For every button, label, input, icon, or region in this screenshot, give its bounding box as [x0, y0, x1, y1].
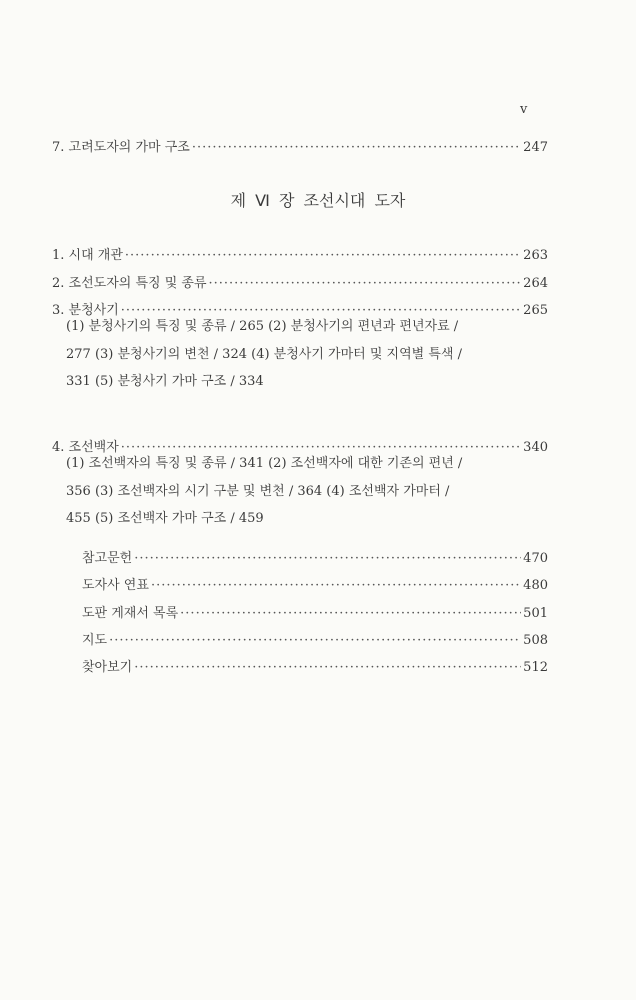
dot-leader	[192, 140, 521, 155]
toc-entry[interactable]	[52, 272, 548, 292]
toc-entry-page: 265	[523, 303, 548, 318]
dot-leader	[109, 633, 521, 648]
appendix-entry[interactable]	[82, 547, 548, 567]
subentry-line: 356 (3) 조선백자의 시기 구분 및 변천 / 364 (4) 조선백자 가마터 /	[66, 483, 450, 499]
appendix-label: 도판 게재서 목록	[82, 606, 179, 621]
toc-entry-page: 340	[523, 440, 548, 455]
dot-leader	[134, 551, 521, 566]
toc-entry-label: 2. 조선도자의 특징 및 종류	[52, 276, 207, 291]
toc-entry-page: 263	[523, 248, 548, 263]
appendix-page: 501	[523, 606, 548, 621]
toc-entry[interactable]	[52, 136, 548, 156]
dot-leader	[180, 606, 521, 621]
toc-entry-page: 264	[523, 276, 548, 291]
appendix-entry[interactable]	[82, 656, 548, 676]
toc-entry-label: 3. 분청사기	[52, 303, 119, 318]
appendix-label: 참고문헌	[82, 551, 133, 566]
appendix-label: 찾아보기	[82, 660, 133, 675]
appendix-page: 508	[523, 633, 548, 648]
toc-subentries	[66, 450, 548, 533]
dot-leader	[134, 660, 521, 675]
chapter-title: 제 Ⅵ 장 조선시대 도자	[230, 191, 406, 210]
toc-entry[interactable]	[52, 244, 548, 264]
appendix-page: 512	[523, 660, 548, 675]
toc-entry-page: 247	[523, 140, 548, 155]
dot-leader	[125, 248, 521, 263]
toc-entry-label: 4. 조선백자	[52, 440, 119, 455]
appendix-entry[interactable]	[82, 602, 548, 622]
dot-leader	[209, 276, 522, 291]
subentry-line: 277 (3) 분청사기의 변천 / 324 (4) 분청사기 가마터 및 지역별 특색 /	[66, 346, 462, 362]
toc-entry-label: 7. 고려도자의 가마 구조	[52, 140, 190, 155]
toc-subentries	[66, 313, 548, 396]
subentry-line: (1) 조선백자의 특징 및 종류 / 341 (2) 조선백자에 대한 기존의 편년 /	[66, 456, 463, 471]
appendix-page: 480	[523, 578, 548, 593]
subentry-line: 455 (5) 조선백자 가마 구조 / 459	[66, 511, 264, 526]
appendix-entry[interactable]	[82, 629, 548, 649]
subentry-line: 331 (5) 분청사기 가마 구조 / 334	[66, 374, 264, 389]
toc-entry-label: 1. 시대 개관	[52, 248, 123, 263]
appendix-label: 지도	[82, 633, 108, 648]
appendix-entry[interactable]	[82, 574, 548, 594]
appendix-page: 470	[523, 551, 548, 566]
subentry-line: (1) 분청사기의 특징 및 종류 / 265 (2) 분청사기의 편년과 편년자료 /	[66, 319, 459, 334]
page-number: v	[520, 102, 528, 117]
appendix-label: 도자사 연표	[82, 578, 149, 593]
dot-leader	[151, 578, 521, 593]
